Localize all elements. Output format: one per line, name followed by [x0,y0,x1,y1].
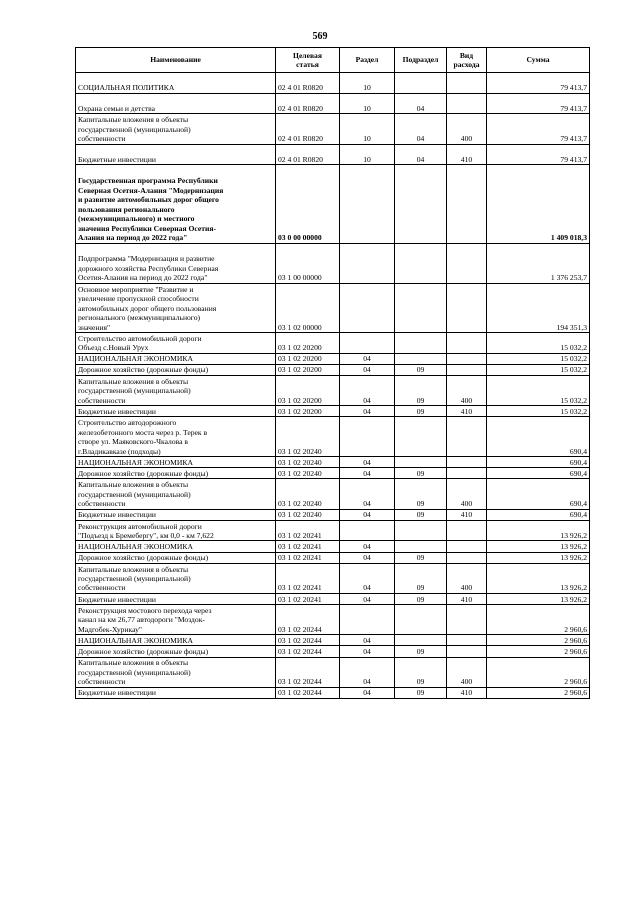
table-row [76,457,590,468]
row-kind-cell: 410 [447,593,487,604]
row-section-cell: 04 [340,563,395,593]
table-row [76,165,590,243]
row-name-cell: Капитальные вложения в объекты государственной (муниципальной) собственности [76,479,276,509]
table-row [76,93,590,114]
row-name-cell: СОЦИАЛЬНАЯ ПОЛИТИКА [76,73,276,94]
table-row [76,635,590,646]
row-name-cell: Бюджетные инвестиции [76,144,276,165]
row-sum-cell: 2 960,6 [487,687,590,698]
row-kind-cell: 400 [447,114,487,144]
row-kind-cell [447,541,487,552]
page-number: 569 [312,31,328,42]
row-name-cell: НАЦИОНАЛЬНАЯ ЭКОНОМИКА [76,353,276,364]
row-kind-cell: 400 [447,375,487,405]
row-kind-cell [447,417,487,457]
row-sum-cell: 15 032,2 [487,364,590,375]
row-subsection-cell: 04 [395,114,447,144]
row-subsection-cell [395,283,447,333]
header-subsection: Подраздел [395,48,447,73]
table-row [76,479,590,509]
row-subsection-cell: 09 [395,552,447,563]
row-code-cell: 03 0 00 00000 [276,165,340,243]
table-row [76,375,590,405]
row-subsection-cell: 09 [395,646,447,657]
row-subsection-cell [395,73,447,94]
row-kind-cell [447,243,487,283]
row-kind-cell [447,520,487,541]
row-section-cell [340,520,395,541]
row-section-cell: 04 [340,552,395,563]
row-kind-cell [447,468,487,479]
row-sum-cell: 13 926,2 [487,541,590,552]
row-kind-cell: 400 [447,563,487,593]
table-row [76,114,590,144]
row-code-cell: 03 1 02 20240 [276,417,340,457]
row-subsection-cell: 09 [395,375,447,405]
table-row [76,243,590,283]
row-code-cell: 03 1 02 20244 [276,646,340,657]
row-name-cell: Дорожное хозяйство (дорожные фонды) [76,364,276,375]
row-section-cell: 04 [340,457,395,468]
row-kind-cell [447,646,487,657]
table-row [76,333,590,354]
row-code-cell: 03 1 02 20244 [276,687,340,698]
row-section-cell: 10 [340,93,395,114]
row-section-cell: 04 [340,375,395,405]
table-row [76,144,590,165]
row-subsection-cell: 09 [395,468,447,479]
row-subsection-cell [395,165,447,243]
table-row [76,541,590,552]
budget-table [75,47,590,699]
table-row [76,468,590,479]
row-kind-cell [447,364,487,375]
row-code-cell: 03 1 02 20200 [276,375,340,405]
row-section-cell: 10 [340,144,395,165]
row-sum-cell: 13 926,2 [487,593,590,604]
row-name-cell: Капитальные вложения в объекты государственной (муниципальной) собственности [76,114,276,144]
table-row [76,657,590,687]
row-code-cell: 03 1 02 20241 [276,563,340,593]
row-section-cell [340,283,395,333]
row-kind-cell: 400 [447,657,487,687]
table-row [76,646,590,657]
row-subsection-cell [395,417,447,457]
row-kind-cell [447,552,487,563]
row-code-cell: 02 4 01 R0820 [276,93,340,114]
row-kind-cell: 410 [447,509,487,520]
table-row [76,552,590,563]
row-sum-cell: 13 926,2 [487,563,590,593]
row-subsection-cell: 09 [395,406,447,417]
row-subsection-cell [395,520,447,541]
row-kind-cell: 410 [447,144,487,165]
row-name-cell: Основное мероприятие "Развитие и увеличение пропускной способности автомобильных дорог общего пользования регионального (межмуниципального) значения" [76,283,276,333]
row-section-cell: 04 [340,479,395,509]
row-section-cell: 04 [340,509,395,520]
row-sum-cell: 1 409 018,3 [487,165,590,243]
row-name-cell: Строительство автодорожного железобетонного моста через р. Терек в створе ул. Маяковского-Чкалова в г.Владикавказе (подходы) [76,417,276,457]
table-row [76,509,590,520]
row-name-cell: НАЦИОНАЛЬНАЯ ЭКОНОМИКА [76,457,276,468]
row-code-cell: 03 1 02 20241 [276,552,340,563]
header-sum: Сумма [487,48,590,73]
row-section-cell: 04 [340,646,395,657]
row-kind-cell [447,165,487,243]
table-row [76,563,590,593]
row-code-cell: 03 1 02 20200 [276,333,340,354]
row-subsection-cell: 09 [395,364,447,375]
row-kind-cell: 410 [447,406,487,417]
table-row [76,593,590,604]
table-header-row [76,48,590,73]
row-sum-cell: 1 376 253,7 [487,243,590,283]
row-sum-cell: 690,4 [487,417,590,457]
row-subsection-cell [395,243,447,283]
table-row [76,687,590,698]
row-kind-cell [447,283,487,333]
row-sum-cell: 15 032,2 [487,333,590,354]
row-name-cell: Дорожное хозяйство (дорожные фонды) [76,552,276,563]
row-name-cell: Реконструкция мостового перехода через канал на км 26,77 автодороги "Моздок- Мадгобек-Хурикау" [76,605,276,635]
row-code-cell: 03 1 02 20200 [276,406,340,417]
row-subsection-cell: 09 [395,509,447,520]
row-subsection-cell [395,333,447,354]
row-subsection-cell: 09 [395,563,447,593]
row-code-cell: 02 4 01 R0820 [276,114,340,144]
row-subsection-cell: 04 [395,93,447,114]
row-sum-cell: 194 351,3 [487,283,590,333]
row-code-cell: 03 1 02 20240 [276,457,340,468]
row-sum-cell: 79 413,7 [487,144,590,165]
row-sum-cell: 2 960,6 [487,657,590,687]
row-code-cell: 03 1 02 00000 [276,283,340,333]
row-name-cell: Капитальные вложения в объекты государственной (муниципальной) собственности [76,563,276,593]
row-kind-cell [447,353,487,364]
row-subsection-cell [395,541,447,552]
row-kind-cell [447,605,487,635]
row-sum-cell: 15 032,2 [487,406,590,417]
row-code-cell: 03 1 02 20244 [276,635,340,646]
row-section-cell: 04 [340,657,395,687]
table-row [76,364,590,375]
row-name-cell: Бюджетные инвестиции [76,509,276,520]
row-name-cell: Реконструкция автомобильной дороги "Подъезд к Бремебергу", км 0,0 - км 7,622 [76,520,276,541]
row-subsection-cell [395,457,447,468]
row-code-cell: 03 1 02 20200 [276,364,340,375]
row-sum-cell: 690,4 [487,509,590,520]
table-body [76,73,590,699]
row-name-cell: Бюджетные инвестиции [76,406,276,417]
row-code-cell: 03 1 02 20244 [276,605,340,635]
row-subsection-cell [395,353,447,364]
row-section-cell: 04 [340,468,395,479]
row-name-cell: Капитальные вложения в объекты государственной (муниципальной) собственности [76,375,276,405]
row-section-cell: 04 [340,406,395,417]
row-section-cell: 04 [340,541,395,552]
row-code-cell: 03 1 02 20241 [276,541,340,552]
row-name-cell: Подпрограмма "Модернизация и развитие дорожного хозяйства Республики Северная Осетия-Алания на период до 2022 года" [76,243,276,283]
row-kind-cell [447,333,487,354]
row-kind-cell [447,635,487,646]
row-code-cell: 02 4 01 R0820 [276,144,340,165]
row-code-cell: 03 1 02 20200 [276,353,340,364]
table-row [76,406,590,417]
row-code-cell: 03 1 02 20240 [276,468,340,479]
table-row [76,417,590,457]
row-name-cell: Бюджетные инвестиции [76,687,276,698]
row-sum-cell: 690,4 [487,468,590,479]
row-name-cell: Дорожное хозяйство (дорожные фонды) [76,646,276,657]
row-kind-cell: 400 [447,479,487,509]
table-row [76,73,590,94]
row-subsection-cell: 09 [395,687,447,698]
row-sum-cell: 15 032,2 [487,375,590,405]
row-sum-cell: 2 960,6 [487,646,590,657]
row-section-cell [340,333,395,354]
header-expense-kind: Вид расхода [447,48,487,73]
row-kind-cell [447,73,487,94]
row-name-cell: Строительство автомобильной дороги Объезд с.Новый Урух [76,333,276,354]
row-sum-cell: 79 413,7 [487,93,590,114]
row-kind-cell: 410 [447,687,487,698]
row-code-cell: 03 1 02 20241 [276,593,340,604]
row-kind-cell [447,457,487,468]
row-subsection-cell: 09 [395,479,447,509]
row-subsection-cell: 09 [395,657,447,687]
row-code-cell: 03 1 02 20241 [276,520,340,541]
row-subsection-cell [395,635,447,646]
row-section-cell: 10 [340,73,395,94]
row-sum-cell: 79 413,7 [487,114,590,144]
row-sum-cell: 2 960,6 [487,635,590,646]
header-section: Раздел [340,48,395,73]
row-name-cell: НАЦИОНАЛЬНАЯ ЭКОНОМИКА [76,635,276,646]
row-sum-cell: 690,4 [487,479,590,509]
row-name-cell: Охрана семьи и детства [76,93,276,114]
table-row [76,353,590,364]
row-code-cell: 03 1 00 00000 [276,243,340,283]
table-row [76,605,590,635]
row-sum-cell: 690,4 [487,457,590,468]
header-target-article: Целевая статья [276,48,340,73]
row-section-cell [340,417,395,457]
row-section-cell: 04 [340,687,395,698]
row-name-cell: Дорожное хозяйство (дорожные фонды) [76,468,276,479]
row-code-cell: 03 1 02 20240 [276,509,340,520]
row-sum-cell: 13 926,2 [487,520,590,541]
row-section-cell [340,243,395,283]
row-section-cell [340,165,395,243]
row-subsection-cell [395,605,447,635]
row-sum-cell: 13 926,2 [487,552,590,563]
row-kind-cell [447,93,487,114]
row-section-cell: 04 [340,593,395,604]
table-row [76,283,590,333]
row-section-cell: 04 [340,364,395,375]
row-sum-cell: 79 413,7 [487,73,590,94]
row-code-cell: 02 4 01 R0820 [276,73,340,94]
row-name-cell: Капитальные вложения в объекты государственной (муниципальной) собственности [76,657,276,687]
row-subsection-cell: 04 [395,144,447,165]
row-code-cell: 03 1 02 20244 [276,657,340,687]
row-name-cell: Бюджетные инвестиции [76,593,276,604]
table-row [76,520,590,541]
row-sum-cell: 15 032,2 [487,353,590,364]
row-code-cell: 03 1 02 20240 [276,479,340,509]
header-name: Наименование [76,48,276,73]
row-section-cell [340,605,395,635]
row-name-cell: Государственная программа Республики Северная Осетия-Алания "Модернизация и развитие автомобильных дорог общего пользования регионального (межмуниципального) и местного значения Республики Северная Осетия- Алания на период до 2022 года" [76,165,276,243]
row-section-cell: 10 [340,114,395,144]
row-sum-cell: 2 960,6 [487,605,590,635]
row-section-cell: 04 [340,635,395,646]
row-name-cell: НАЦИОНАЛЬНАЯ ЭКОНОМИКА [76,541,276,552]
row-section-cell: 04 [340,353,395,364]
row-subsection-cell: 09 [395,593,447,604]
